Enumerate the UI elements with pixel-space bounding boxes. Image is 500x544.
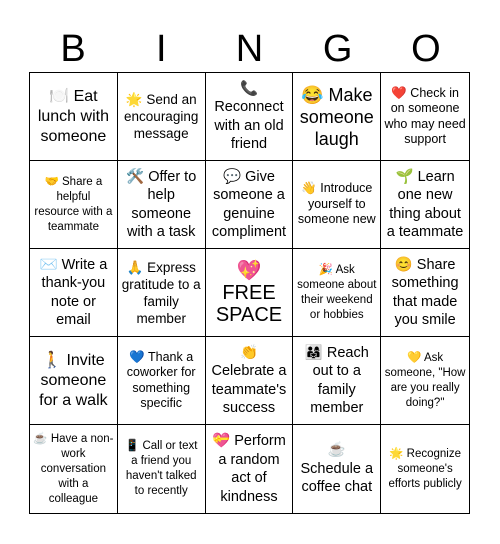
bingo-cell[interactable] xyxy=(206,425,294,513)
header-letter-g: G xyxy=(322,28,353,70)
cell-text: 💝 Perform a random act of kindness xyxy=(212,433,286,505)
bingo-cell[interactable] xyxy=(30,249,118,337)
bingo-cell[interactable] xyxy=(381,161,469,249)
cell-text: ❤️ Check in on someone who may need support xyxy=(384,85,466,146)
cell-text: 🌟 Send an encouraging message xyxy=(124,92,199,141)
cell-text: 👏 Celebrate a teammate's success xyxy=(211,344,287,416)
cell-text: 👋 Introduce yourself to someone new xyxy=(297,181,376,227)
bingo-cell[interactable] xyxy=(30,73,118,161)
bingo-cell[interactable] xyxy=(206,73,294,161)
bingo-cell[interactable] xyxy=(381,73,469,161)
bingo-cell[interactable] xyxy=(118,249,206,337)
cell-text: 🙏 Express gratitude to a family member xyxy=(121,259,201,326)
bingo-cell[interactable] xyxy=(381,425,469,513)
cell-text: 🎉 Ask someone about their weekend or hobbies xyxy=(297,263,377,321)
bingo-cell[interactable] xyxy=(118,73,206,161)
cell-text: ☕ Have a non-work conversation with a colleague xyxy=(33,432,114,505)
cell-text: 🤝 Share a helpful resource with a teammate xyxy=(34,175,113,233)
header-letter-b: B xyxy=(60,28,86,70)
header-letter-o: O xyxy=(411,28,441,70)
bingo-cell[interactable] xyxy=(293,337,381,425)
bingo-cell[interactable] xyxy=(381,337,469,425)
bingo-cell[interactable] xyxy=(293,249,381,337)
bingo-cell[interactable] xyxy=(206,161,294,249)
cell-text: 🛠️ Offer to help someone with a task xyxy=(126,168,197,240)
bingo-cell[interactable] xyxy=(30,337,118,425)
cell-text: 📞 Reconnect with an old friend xyxy=(214,80,284,152)
header-letter-i: I xyxy=(156,28,167,70)
header-letter-n: N xyxy=(235,28,264,70)
bingo-cell[interactable] xyxy=(118,161,206,249)
free-space-text: 💖 FREE SPACE xyxy=(215,259,283,326)
bingo-cell[interactable] xyxy=(293,161,381,249)
cell-text: 🚶 Invite someone for a walk xyxy=(39,351,108,409)
cell-text: 💬 Give someone a genuine compliment xyxy=(211,168,287,240)
bingo-grid xyxy=(29,72,470,514)
bingo-cell[interactable] xyxy=(293,425,381,513)
cell-text: ☕ Schedule a coffee chat xyxy=(300,442,374,496)
bingo-cell[interactable] xyxy=(118,337,206,425)
cell-text: 👨‍👩‍👧 Reach out to a family member xyxy=(304,344,369,416)
bingo-cell[interactable] xyxy=(293,73,381,161)
bingo-cell[interactable] xyxy=(381,249,469,337)
free-space-cell[interactable] xyxy=(206,249,294,337)
cell-text: ✉️ Write a thank-you note or email xyxy=(39,256,108,328)
bingo-header xyxy=(29,26,470,72)
cell-text: 😂 Make someone laugh xyxy=(299,84,374,149)
cell-text: 💛 Ask someone, "How are you really doing?" xyxy=(384,351,466,409)
bingo-cell[interactable] xyxy=(206,337,294,425)
cell-text: 😊 Share something that made you smile xyxy=(391,256,459,328)
bingo-cell[interactable] xyxy=(30,161,118,249)
cell-text: 🍽️ Eat lunch with someone xyxy=(37,87,109,145)
cell-text: 🌱 Learn one new thing about a teammate xyxy=(386,168,464,240)
cell-text: 📱 Call or text a friend you haven't talked to recently xyxy=(124,440,198,497)
bingo-cell[interactable] xyxy=(118,425,206,513)
bingo-cell[interactable] xyxy=(30,425,118,513)
cell-text: 💙 Thank a coworker for something specific xyxy=(126,349,196,410)
cell-text: 🌟 Recognize someone's efforts publicly xyxy=(388,447,462,490)
